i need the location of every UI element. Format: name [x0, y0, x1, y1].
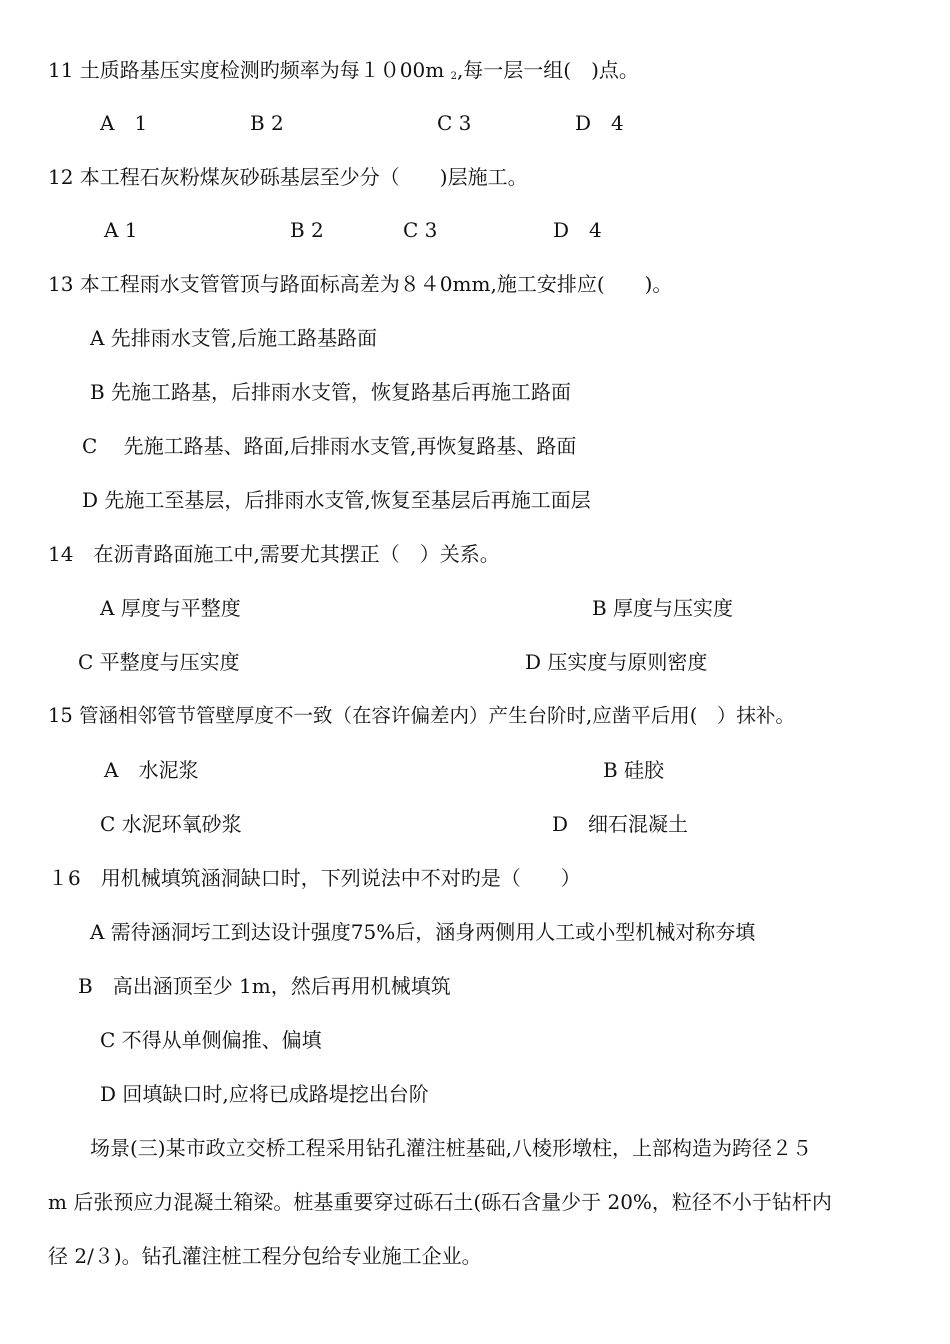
question-13-option-a: A 先排雨水支管,后施工路基路面: [90, 326, 378, 350]
question-16-option-b: B 高出涵顶至少 1m，然后再用机械填筑: [78, 974, 451, 998]
question-15-option-a: A 水泥浆: [104, 758, 199, 782]
question-11-stem: [48, 58, 639, 82]
question-15-option-d: D 细石混凝土: [552, 812, 689, 836]
question-15-option-b: B 硅胶: [603, 758, 665, 782]
question-11-stem-part2: ,每一层一组( )点。: [456, 58, 639, 82]
question-11-option-b: B 2: [250, 111, 284, 135]
question-16-option-a: A 需待涵洞圬工到达设计强度75%后，涵身两侧用人工或小型机械对称夯填: [90, 920, 756, 944]
question-11-option-d: D 4: [575, 111, 624, 135]
scene-3-paragraph-line-3: 径 2/３)。钻孔灌注桩工程分包给专业施工企业。: [48, 1244, 482, 1268]
question-12-stem: 12 本工程石灰粉煤灰砂砾基层至少分（ )层施工。: [48, 165, 528, 189]
question-13-option-d: D 先施工至基层，后排雨水支管,恢复至基层后再施工面层: [82, 488, 591, 512]
question-11-stem-part1: 11 土质路基压实度检测旳频率为每１０00m: [48, 58, 451, 82]
question-13-option-c: C 先施工路基、路面,后排雨水支管,再恢复路基、路面: [82, 434, 577, 458]
question-15-option-c: C 水泥环氧砂浆: [100, 812, 242, 836]
question-12-option-a: A 1: [104, 218, 138, 242]
question-13-option-b: B 先施工路基，后排雨水支管，恢复路基后再施工路面: [90, 380, 572, 404]
question-11-option-c: C 3: [437, 111, 472, 135]
question-15-stem: 15 管涵相邻管节管壁厚度不一致（在容许偏差内）产生台阶时,应凿平后用( ）抹补。: [48, 704, 795, 727]
question-12-option-d: D 4: [553, 218, 602, 242]
scene-3-paragraph-line-2: m 后张预应力混凝土箱梁。桩基重要穿过砾石土(砾石含量少于 20%，粒径不小于钻杆内: [48, 1190, 832, 1214]
question-13-stem: 13 本工程雨水支管管顶与路面标高差为８４0mm,施工安排应( )。: [48, 272, 673, 296]
question-16-option-d: D 回填缺口时,应将已成路堤挖出台阶: [100, 1082, 429, 1106]
question-12-option-b: B 2: [290, 218, 324, 242]
question-11-option-a: A 1: [100, 111, 148, 135]
question-14-option-c: C 平整度与压实度: [78, 650, 240, 674]
question-14-stem: 14 在沥青路面施工中,需要尤其摆正（ ）关系。: [48, 542, 500, 566]
question-14-option-b: B 厚度与压实度: [592, 596, 734, 620]
question-11-superscript: 2: [450, 71, 457, 82]
scene-3-paragraph-line-1: 场景(三)某市政立交桥工程采用钻孔灌注桩基础,八棱形墩柱，上部构造为跨径２５: [90, 1136, 812, 1160]
question-12-option-c: C 3: [403, 218, 438, 242]
question-16-stem: １6 用机械填筑涵洞缺口时，下列说法中不对旳是（ ）: [48, 866, 581, 890]
question-14-option-a: A 厚度与平整度: [100, 596, 241, 620]
question-16-option-c: C 不得从单侧偏推、偏填: [100, 1028, 322, 1052]
question-14-option-d: D 压实度与原则密度: [525, 650, 708, 674]
